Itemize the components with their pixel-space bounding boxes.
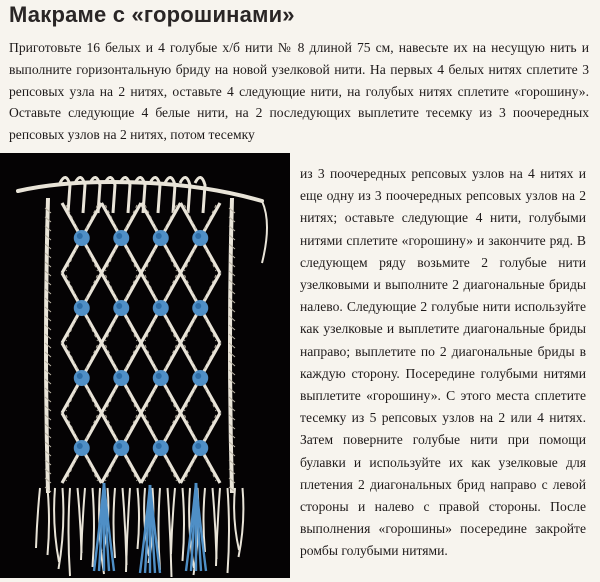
continuation-paragraph: из 3 поочередных репсовых узлов на 4 нитях и еще одну из 3 поочередных репсовых узлов на 2 нитях; оставьте следующие 4 нити, голубыми нитями сплетите «горошину» и закончите ряд. В следующем ряду возьмите 2 голубые нити узелковыми и выполните 2 диагональные бриды налево. Следующие 2 голубые нити используйте как узелковые и выплетите диагональные бриды направо; выплетите по 2 диагональные бриды в каждую сторону. Посередине голубыми нитями выплетите «горошину». С этого места сплетите тесемку из 5 репсовых узлов на 2 или 4 нитях. Затем поверните голубые нити при помощи булавки и используйте их как узелковые для плетения 2 диагональных брид направо с левой стороны и налево с правой стороны. После выполнения «горошины» посередине закройте ромбы голубыми нитями. xyxy=(300,166,586,559)
bead-shade xyxy=(77,373,83,379)
bead-shade xyxy=(77,303,83,309)
macrame-illustration xyxy=(0,153,290,578)
bead-shade xyxy=(156,443,162,449)
bead-shade xyxy=(116,233,122,239)
macrame-photo xyxy=(0,153,290,578)
bead-shade xyxy=(116,373,122,379)
bead-shade xyxy=(156,303,162,309)
bead-shade xyxy=(156,233,162,239)
bead-shade xyxy=(77,443,83,449)
bead-shade xyxy=(156,373,162,379)
bead-shade xyxy=(77,233,83,239)
bead-shade xyxy=(195,233,201,239)
bead-shade xyxy=(195,303,201,309)
intro-paragraph: Приготовьте 16 белых и 4 голубые х/б нити № 8 длиной 75 см, навесьте их на несущую нить и выполните горизонтальную бриду на новой узелковой нити. На первых 4 белых нитях сплетите 3 репсовых узла на 2 нитях, оставьте 4 следующие нити, на голубых нитях сплетите «горошину». Оставьте следующие 4 белые нити, на 2 последующих выплетите тесемку из 3 поочередных репсовых узлов на 2 нитях, потом тесемку xyxy=(9,40,589,143)
bead-shade xyxy=(116,303,122,309)
bead-shade xyxy=(195,373,201,379)
article-title: Макраме с «горошинами» xyxy=(9,2,295,27)
bead-shade xyxy=(116,443,122,449)
bead-shade xyxy=(195,443,201,449)
